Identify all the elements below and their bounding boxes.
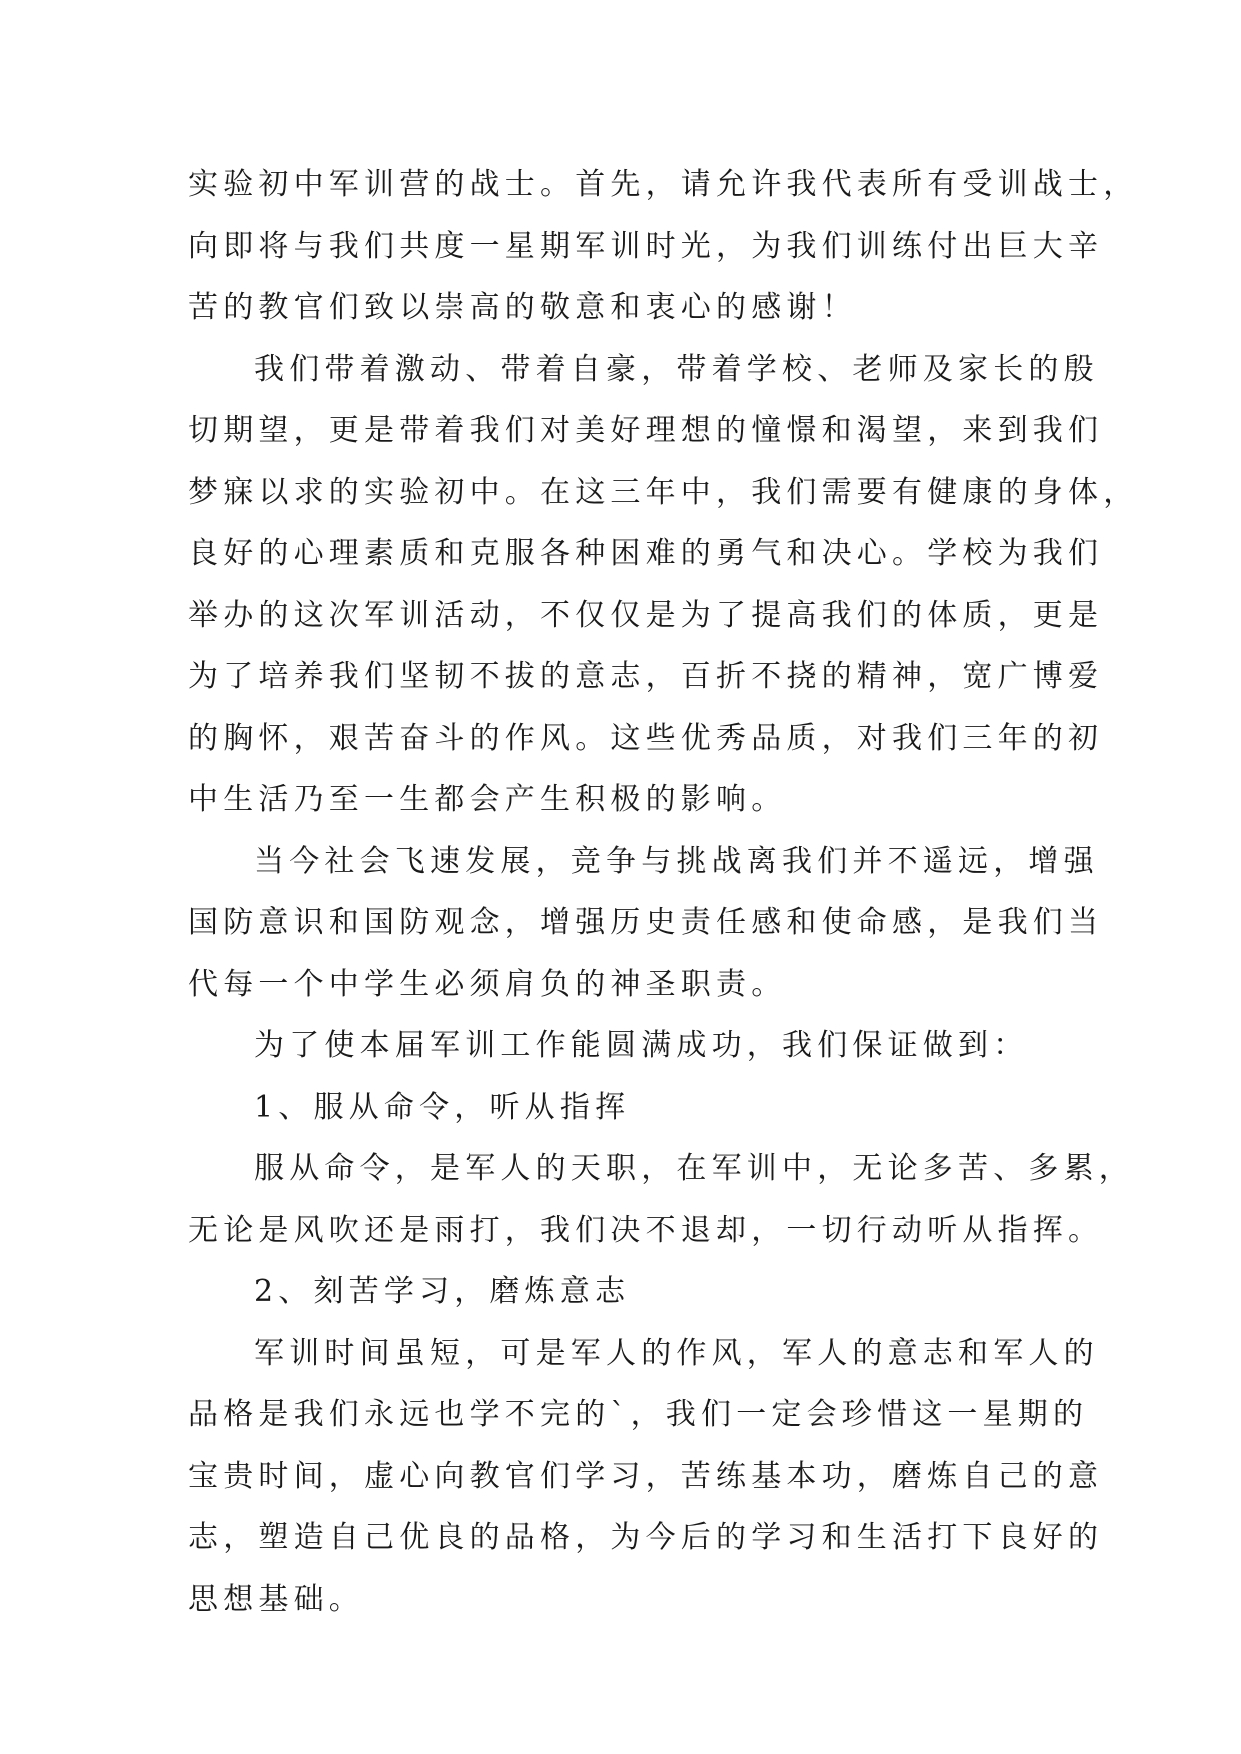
- document-body: [188, 154, 1139, 1630]
- text-line: 服从命令，是军人的天职，在军训中，无论多苦、多累，: [254, 1151, 1134, 1186]
- text-line: 代每一个中学生必须肩负的神圣职责。: [188, 966, 787, 1002]
- text-line: 苦的教官们致以崇高的敬意和衷心的感谢！: [188, 290, 857, 325]
- text-line: 为了培养我们坚韧不拔的意志，百折不挠的精神，宽广博爱: [188, 659, 1104, 694]
- text-line: 梦寐以求的实验初中。在这三年中，我们需要有健康的身体，: [188, 474, 1139, 510]
- text-line: 当今社会飞速发展，竞争与挑战离我们并不遥远，增强: [254, 843, 1099, 879]
- text-line: 宝贵时间，虚心向教官们学习，苦练基本功，磨炼自己的意: [188, 1458, 1104, 1494]
- text-line: 军训时间虽短，可是军人的作风，军人的意志和军人的: [254, 1335, 1099, 1371]
- text-line: 思想基础。: [188, 1581, 364, 1617]
- text-line: 国防意识和国防观念，增强历史责任感和使命感，是我们当: [188, 905, 1104, 940]
- list-heading: 2、刻苦学习，磨炼意志: [254, 1274, 631, 1309]
- text-line: 良好的心理素质和克服各种困难的勇气和决心。学校为我们: [188, 536, 1104, 571]
- text-line: 我们带着激动、带着自豪，带着学校、老师及家长的殷: [254, 351, 1099, 387]
- text-line: 举办的这次军训活动，不仅仅是为了提高我们的体质，更是: [188, 597, 1104, 633]
- text-line: 志，塑造自己优良的品格，为今后的学习和生活打下良好的: [188, 1520, 1104, 1555]
- text-line: 切期望，更是带着我们对美好理想的憧憬和渴望，来到我们: [188, 413, 1104, 448]
- list-heading: 1、服从命令，听从指挥: [254, 1089, 631, 1125]
- text-line: 中生活乃至一生都会产生积极的影响。: [188, 782, 787, 817]
- text-line: 的胸怀，艰苦奋斗的作风。这些优秀品质，对我们三年的初: [188, 720, 1104, 756]
- text-line: 无论是风吹还是雨打，我们决不退却，一切行动听从指挥。: [188, 1212, 1104, 1248]
- text-line: 为了使本届军训工作能圆满成功，我们保证做到：: [254, 1028, 1029, 1063]
- text-line: 向即将与我们共度一星期军训时光，为我们训练付出巨大辛: [188, 228, 1104, 264]
- text-line: 品格是我们永远也学不完的`，我们一定会珍惜这一星期的: [188, 1397, 1089, 1432]
- text-line: 实验初中军训营的战士。首先，请允许我代表所有受训战士，: [188, 167, 1139, 202]
